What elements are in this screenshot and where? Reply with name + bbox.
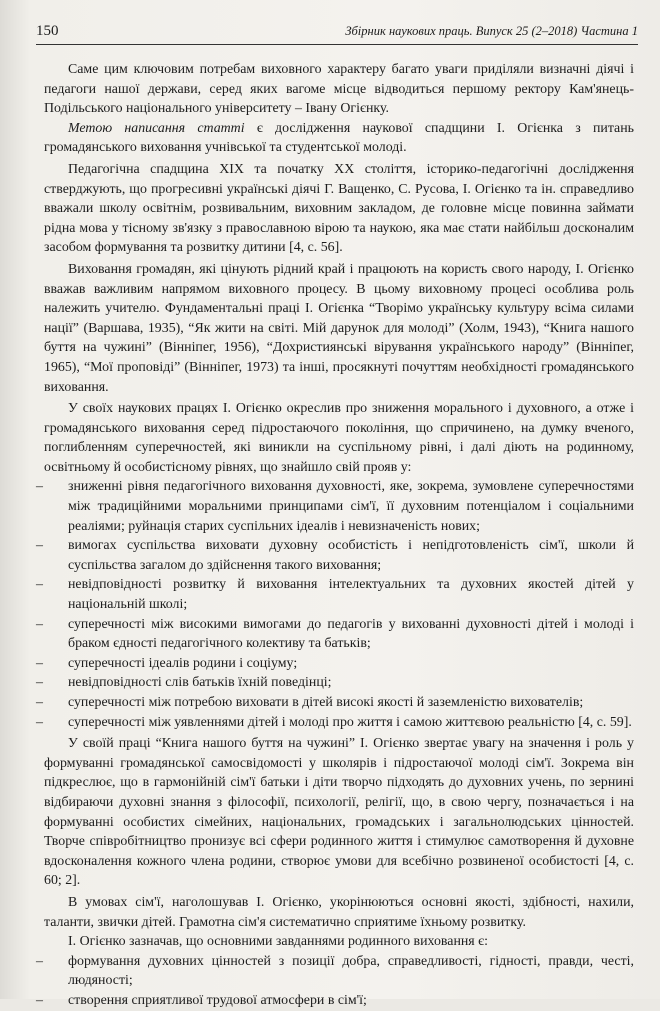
list-dash: – [36, 577, 43, 593]
list-item-text: суперечності між уявленнями дітей і молоді про життя і самою життєвою реальністю [4, с. 59]. [68, 714, 632, 730]
list-dash: – [36, 675, 43, 691]
list-item [36, 952, 634, 991]
list-item-text: формування духовних цінностей з позиції добра, справедливості, гідності, правди, честі, людяності; [68, 953, 634, 989]
list-item [36, 536, 634, 575]
paragraph: Педагогічна спадщина XIX та початку XX століття, історико-педагогічні дослідження стверджують, що прогресивні українські діячі Г. Ващенко, С. Русова, І. Огієнко та ін. справедливо вважали школу освітнім, розвивальним, виховним закладом, де головне місце повинна займати рідна мова у тісному зв'язку з православною вірою та наукою, яка має стати найбільш досконалим засобом формування та розвитку дитини [4, с. 56]. [44, 161, 634, 256]
list-item-text: створення сприятливої трудової атмосфери в сім'ї; [68, 992, 367, 1008]
list-item-text: невідповідності слів батьків їхній поведінці; [68, 675, 332, 691]
list-item [36, 654, 634, 674]
paragraph-aim [44, 119, 634, 158]
list-dash: – [36, 655, 43, 671]
list-item [36, 991, 634, 1011]
paragraph: Саме цим ключовим потребам виховного характеру багато уваги приділяли визначні діячі і педагоги нашої держави, серед яких вагоме місце відводиться першому ректору Кам'янець-Подільського національного університету – Івану Огієнку. [44, 62, 634, 117]
paragraph: У своїх наукових працях І. Огієнко окреслив про зниження морального і духовного, а отже і громадянського виховання серед підростаючого покоління, що спричинено, на думку вченого, поглибленням суперечностей, які виникли на суспільному рівні, і далі діють на родинному, освітньому й особистісному рівнях, що знайшло свій прояв у: [44, 401, 634, 475]
paragraph: У своїй праці “Книга нашого буття на чужині” І. Огієнко звертає увагу на значення і роль у формуванні громадянської самосвідомості у школярів і підростаючої молоді сім'ї. Зокрема він підкреслює, що в гармонійній сім'ї батьки і діти творчо підходять до духовних учень, по зернині відбираючи духовні знання з філософії, психології, релігії, що, в свою чергу, позначається і на формуванні особистих сімейних, національних, громадських і загальнолюдських цінностей. Творче співробітництво пронизує всі сфери родинного життя і стимулює самотворення й духовне вдосконалення кожного члена родини, створює умови для всебічно розвиненої особистості [4, с. 60; 2]. [44, 736, 634, 889]
list-dash: – [36, 714, 43, 730]
list-item [36, 477, 634, 536]
family-tasks-list [36, 952, 634, 1011]
list-item-text: суперечності ідеалів родини і соціуму; [68, 655, 298, 671]
list-item [36, 615, 634, 654]
paragraph: В умовах сім'ї, наголошував І. Огієнко, укорінюються основні якості, здібності, нахили, таланти, звички дітей. Грамотна сім'я систематично сприятиме їхньому розвитку. [44, 894, 634, 930]
page-number: 150 [36, 23, 59, 39]
list-item [36, 713, 634, 733]
list-item [36, 693, 634, 713]
list-dash: – [36, 538, 43, 554]
paragraph: Виховання громадян, які цінують рідний край і працюють на користь свого народу, І. Огієнко вважав важливим напрямом виховного процесу. В цьому виховному процесі особлива роль належить учителю. Фундаментальні праці І. Огієнка “Творімо українську культуру всіма силами нації” (Варшава, 1935), “Як жити на світі. Мій дарунок для молоді” (Холм, 1943), “Книга нашого буття на чужині” (Вінніпег, 1956), “Дохристиянські вірування українського народу” (Вінніпег, 1965), “Мої проповіді” (Вінніпег, 1973) та інші, просякнуті почуттям необхідності громадянського виховання. [44, 261, 634, 395]
list-dash: – [36, 479, 43, 495]
list-dash: – [36, 992, 43, 1008]
list-item-text: зниженні рівня педагогічного виховання духовності, яке, зокрема, зумовлене суперечностями між традиційними моральними принципами сім'ї, її духовним потенціалом і соціальними реаліями; руйнація старих суспільних ідеалів і невизначеність нових; [68, 479, 634, 534]
list-dash: – [36, 616, 43, 632]
list-dash: – [36, 953, 43, 969]
list-item [36, 673, 634, 693]
aim-label: Метою написання статті [68, 120, 245, 136]
list-dash: – [36, 695, 43, 710]
page-header [36, 16, 638, 45]
contradictions-list [36, 477, 634, 732]
list-item-text: суперечності між потребою виховати в дітей високі якості й заземленістю вихователів; [68, 695, 584, 710]
list-item-text: невідповідності розвитку й виховання інтелектуальних та духовних якостей дітей у національній школі; [68, 577, 634, 613]
article-body [36, 60, 634, 1011]
list-item-text: суперечності між високими вимогами до педагогів у вихованні духовності дітей і молоді і браком єдності педагогічного колективу та батьків; [68, 616, 634, 652]
running-title: Збірник наукових праць. Випуск 25 (2–2018) Частина 1 [345, 24, 638, 38]
paragraph: І. Огієнко зазначав, що основними завданнями родинного виховання є: [68, 934, 488, 950]
list-item [36, 575, 634, 614]
aim-text: є дослідження наукової спадщини І. Огієнка з питань громадянського виховання учнівської та студентської молоді. [44, 120, 634, 156]
list-item-text: вимогах суспільства виховати духовну особистість і непідготовленість сім'ї, школи й суспільства загалом до здійснення такого виховання; [68, 538, 634, 573]
